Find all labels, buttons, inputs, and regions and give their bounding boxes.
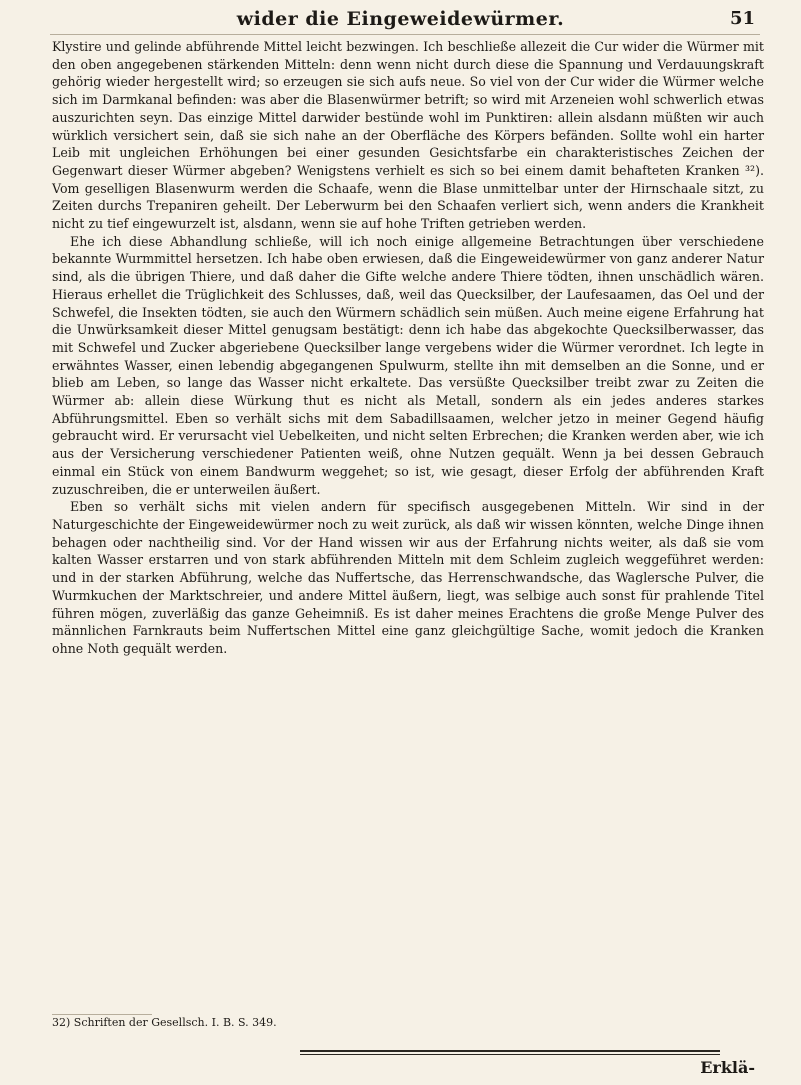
running-head: wider die Eingeweidewürmer. xyxy=(236,8,565,30)
body-text xyxy=(52,38,764,1028)
bottom-rule xyxy=(300,1050,720,1056)
paragraph: Ehe ich diese Abhandlung schließe, will ich noch einige allgemeine Betrachtungen über verschiedene bekannte Wurmmittel hersetzen. Ich habe oben erwiesen, daß die Eingeweidewürmer von ganz anderer Natur sind, als die übrigen Thiere, und daß daher die Gifte welche andere Thiere tödten, ihnen unschädlich wären. Hieraus erhellet die Trüglichkeit des Schlusses, daß, weil das Quecksilber, der Laufesaamen, das Oel und der Schwefel, die Insekten tödten, sie auch den Würmern schädlich sein müßen. Auch meine eigene Erfahrung hat die Unwürksamkeit dieser Mittel genugsam bestätigt: denn ich habe das abgekochte Quecksilberwasser, das mit Schwefel und Zucker abgeriebene Quecksilber lange vergebens wider die Würmer verordnet. Ich legte in erwähntes Wasser, einen lebendig abgegangenen Spulwurm, stellte ihn mit demselben an die Sonne, und er blieb am Leben, so lange das Wasser nicht erkaltete. Das versüßte Quecksilber treibt zwar zu Zeiten die Würmer ab: allein diese Würkung thut es nicht als Metall, sondern als ein jedes anderes starkes Abführungsmittel. Eben so verhält sichs mit dem Sabadillsaamen, welcher jetzo in meiner Gegend häufig gebraucht wird. Er verursacht viel Uebelkeiten, und nicht selten Erbrechen; die Kranken werden aber, wie ich aus der Versicherung verschiedener Patienten weiß, ohne Nutzen gequält. Wenn ja bei dessen Gebrauch einmal ein Stück von einem Bandwurm weggehet; so ist, wie gesagt, dieser Erfolg der abführenden Kraft zuzuschreiben, die er unterweilen äußert. xyxy=(52,233,764,497)
footnote: 32) Schriften der Gesellsch. I. B. S. 349. xyxy=(52,1016,277,1029)
bottom-rule-thick xyxy=(300,1050,720,1052)
paragraph: Eben so verhält sichs mit vielen andern für specifisch ausgegebenen Mitteln. Wir sind in der Naturgeschichte der Eingeweidewürmer noch zu weit zurück, als daß wir wissen könnten, welche Dinge ihnen behagen oder nachtheilig sind. Vor der Hand wissen wir aus der Erfahrung nichts weiter, als daß sie vom kalten Wasser erstarren und von stark abführenden Mitteln mit dem Schleim zugleich weggeführet werden: und in der starken Abführung, welche das Nuffertsche, das Herrenschwandsche, das Waglersche Pulver, die Wurmkuchen der Marktschreier, und andere Mittel äußern, liegt, was selbige auch sonst für prahlende Titel führen mögen, zuverläßig das ganze Geheimniß. Es ist daher meines Erachtens die große Menge Pulver des männlichen Farnkrauts beim Nuffertschen Mittel eine ganz gleichgültige Sache, womit jedoch die Kranken ohne Noth gequält werden. xyxy=(52,499,764,656)
header-rule xyxy=(50,34,760,35)
footnote-separator xyxy=(52,1014,152,1015)
catchword: Erklä- xyxy=(700,1058,755,1077)
page-header xyxy=(0,6,801,32)
page-number: 51 xyxy=(729,8,755,29)
paragraph: Klystire und gelinde abführende Mittel leicht bezwingen. Ich beschließe allezeit die Cur wider die Würmer mit den oben angegebenen stärkenden Mitteln: denn wenn nicht durch diese die Spannung und Verdauungskraft gehörig wieder hergestellt wird; so erzeugen sie sich aufs neue. So viel von der Cur wider die Würmer welche sich im Darmkanal befinden: was aber die Blasenwürmer betrift; so wird mit Arzeneien wohl schwerlich etwas auszurichten seyn. Das einzige Mittel darwider bestünde wohl im Punktiren: allein alsdann müßten wir auch würklich versichert sein, daß sie sich nahe an der Oberfläche des Körpers befänden. Sollte wohl ein harter Leib mit ungleichen Erhöhungen bei einer gesunden Gesichtsfarbe ein charakteristisches Zeichen der Gegenwart dieser Würmer abgeben? Wenigstens verhielt es sich so bei einem damit behafteten Kranken ³²). Vom geselligen Blasenwurm werden die Schaafe, wenn die Blase unmittelbar unter der Hirnschaale sitzt, zu Zeiten durchs Trepaniren geheilt. Der Leberwurm bei den Schaafen verliert sich, wenn anders die Krankheit nicht zu tief eingewurzelt ist, alsdann, wenn sie auf hohe Triften getrieben werden. xyxy=(52,39,764,232)
bottom-rule-thin xyxy=(300,1054,720,1055)
